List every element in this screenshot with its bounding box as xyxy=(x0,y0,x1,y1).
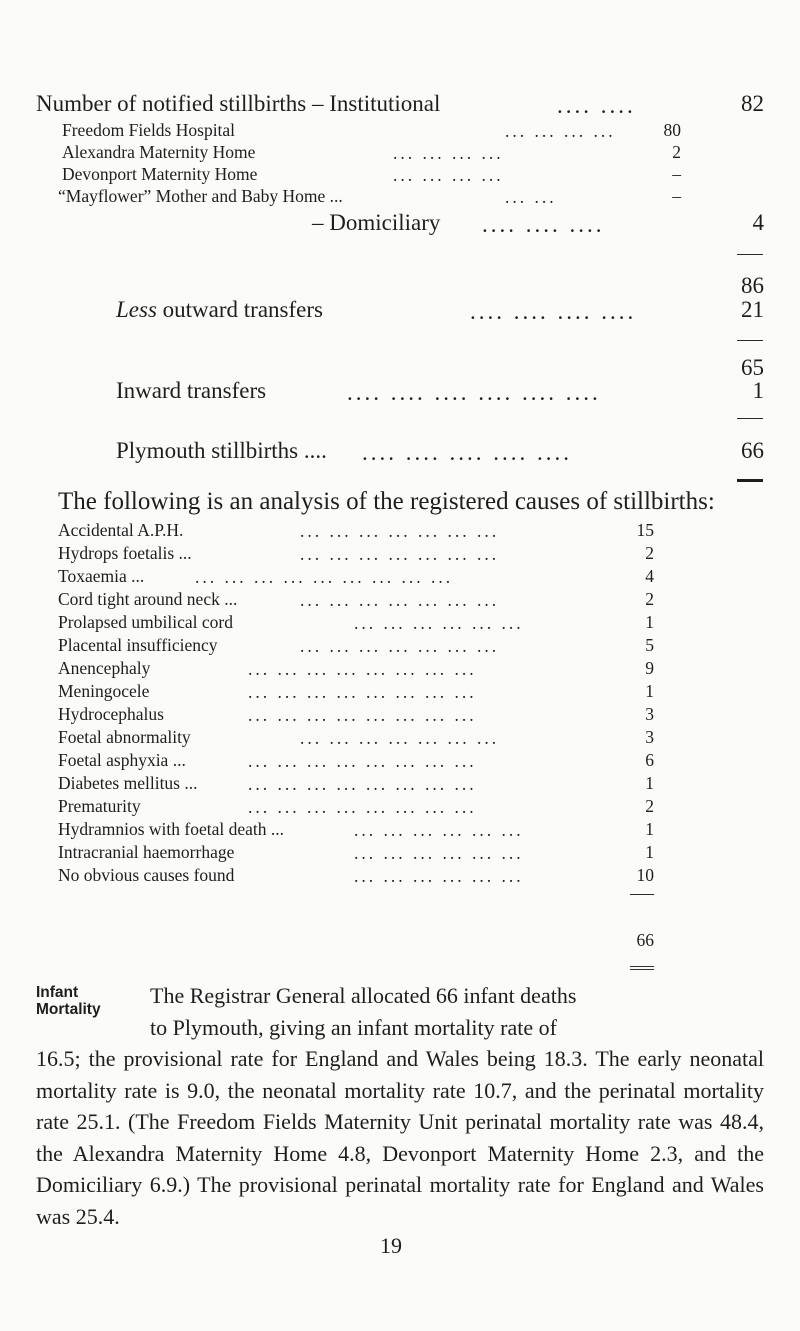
leader-dots: ... ... ... ... ... ... xyxy=(354,866,524,886)
cause-name: Placental insufficiency xyxy=(58,635,218,655)
sum-rule xyxy=(737,254,763,255)
leader-dots: ... ... ... ... ... ... ... ... xyxy=(248,751,477,771)
subtotal-value: 86 xyxy=(741,273,764,298)
cause-name: Hydrocephalus xyxy=(58,704,164,724)
total-rule xyxy=(737,479,763,482)
leader-dots: ... ... ... ... ... ... ... ... xyxy=(248,682,477,702)
stillbirths-heading: Number of notified stillbirths – Institutional xyxy=(36,91,441,116)
institution-value: 2 xyxy=(672,142,681,162)
cause-name: Anencephaly xyxy=(58,658,151,678)
leader-dots: ... ... ... ... ... ... ... xyxy=(300,521,500,541)
institution-value: 80 xyxy=(663,120,681,140)
cause-name: Prolapsed umbilical cord xyxy=(58,612,233,632)
leader-dots: ... ... ... ... ... ... ... xyxy=(300,728,500,748)
leader-dots: ... ... xyxy=(505,187,557,207)
institutional-total: 82 xyxy=(741,91,764,116)
leader-dots: ... ... ... ... ... ... ... ... ... xyxy=(195,567,454,587)
causes-total: 66 xyxy=(636,930,654,950)
institution-name: Devonport Maternity Home xyxy=(62,164,258,184)
leader-dots: .... .... .... .... .... xyxy=(362,440,572,465)
cause-name: Foetal asphyxia ... xyxy=(58,750,186,770)
cause-name: Prematurity xyxy=(58,796,141,816)
institution-value: – xyxy=(672,164,681,184)
cause-name: Hydrops foetalis ... xyxy=(58,543,192,563)
leader-dots: ... ... ... ... ... ... ... xyxy=(300,590,500,610)
cause-value: 10 xyxy=(636,865,654,885)
institution-name: “Mayflower” Mother and Baby Home ... xyxy=(58,186,343,206)
inward-label: Inward transfers xyxy=(116,378,267,403)
leader-dots: ... ... ... ... ... ... ... ... xyxy=(248,774,477,794)
cause-name: Meningocele xyxy=(58,681,150,701)
leader-dots: ... ... ... ... ... ... xyxy=(354,613,524,633)
cause-value: 1 xyxy=(645,773,654,793)
cause-value: 15 xyxy=(636,520,654,540)
cause-name: No obvious causes found xyxy=(58,865,235,885)
sum-rule xyxy=(630,894,654,895)
cause-name: Diabetes mellitus ... xyxy=(58,773,198,793)
cause-value: 1 xyxy=(645,842,654,862)
cause-value: 9 xyxy=(645,658,654,678)
cause-name: Foetal abnormality xyxy=(58,727,191,747)
domiciliary-label: – Domiciliary xyxy=(312,210,441,235)
cause-name: Toxaemia ... xyxy=(58,566,145,586)
cause-name: Intracranial haemorrhage xyxy=(58,842,235,862)
paragraph-line: to Plymouth, giving an infant mortality rate of xyxy=(150,1014,557,1040)
less-label xyxy=(116,297,323,323)
leader-dots: ... ... ... ... ... ... ... xyxy=(300,544,500,564)
sum-rule xyxy=(737,418,763,419)
leader-dots: ... ... ... ... ... ... ... xyxy=(300,636,500,656)
leader-dots: ... ... ... ... ... ... xyxy=(354,820,524,840)
plymouth-label: Plymouth stillbirths .... xyxy=(116,438,327,463)
cause-value: 2 xyxy=(645,589,654,609)
leader-dots: ... ... ... ... xyxy=(505,121,616,141)
leader-dots: ... ... ... ... ... ... ... ... xyxy=(248,659,477,679)
sum-rule xyxy=(737,340,763,341)
leader-dots: ... ... ... ... ... ... xyxy=(354,843,524,863)
leader-dots: .... .... .... xyxy=(482,212,605,237)
cause-value: 2 xyxy=(645,543,654,563)
cause-value: 3 xyxy=(645,727,654,747)
institution-value: – xyxy=(672,186,681,206)
paragraph-text: 16.5; the provisional rate for England and Wales being 18.3. The early neonatal mortality rate is 9.0, the neonatal mortality rate 10.7, and the perinatal mortality rate 25.1. (The Freedom Fields Maternity Unit perinatal mortality rate was 48.4, the Alexandra Maternity Home 4.8, Devonport Maternity Home 2.3, and the Domiciliary 6.9.) The provisional perinatal mortality rate for England and Wales was 25.4. xyxy=(36,1046,764,1229)
mortality-paragraph xyxy=(36,1043,764,1232)
side-heading xyxy=(36,984,101,1018)
cause-value: 4 xyxy=(645,566,654,586)
mortality-lead xyxy=(150,980,764,1043)
paragraph-line: The Registrar General allocated 66 infant deaths xyxy=(150,983,577,1008)
inward-value: 1 xyxy=(752,378,764,403)
cause-value: 5 xyxy=(645,635,654,655)
cause-value: 1 xyxy=(645,612,654,632)
cause-value: 1 xyxy=(645,681,654,701)
less-value: 21 xyxy=(741,297,764,322)
less-rest: outward transfers xyxy=(156,297,323,322)
less-word: Less xyxy=(116,297,157,322)
cause-value: 3 xyxy=(645,704,654,724)
leader-dots: .... .... .... .... .... .... xyxy=(347,380,601,405)
side-heading-line: Infant xyxy=(36,984,79,1001)
double-rule xyxy=(630,966,654,970)
cause-value: 1 xyxy=(645,819,654,839)
cause-value: 2 xyxy=(645,796,654,816)
cause-name: Accidental A.P.H. xyxy=(58,520,184,540)
plymouth-value: 66 xyxy=(741,438,764,463)
leader-dots: ... ... ... ... ... ... ... ... xyxy=(248,705,477,725)
institution-name: Alexandra Maternity Home xyxy=(62,142,256,162)
domiciliary-value: 4 xyxy=(752,210,764,235)
institution-name: Freedom Fields Hospital xyxy=(62,120,236,140)
cause-value: 6 xyxy=(645,750,654,770)
leader-dots: ... ... ... ... ... ... ... ... xyxy=(248,797,477,817)
cause-name: Hydramnios with foetal death ... xyxy=(58,819,284,839)
leader-dots: ... ... ... ... xyxy=(393,165,504,185)
causes-heading: The following is an analysis of the registered causes of stillbirths: xyxy=(58,488,715,515)
side-heading-line: Mortality xyxy=(36,1001,101,1018)
leader-dots: .... .... xyxy=(557,93,636,118)
cause-name: Cord tight around neck ... xyxy=(58,589,238,609)
leader-dots: ... ... ... ... xyxy=(393,143,504,163)
subtotal-value: 65 xyxy=(741,355,764,380)
leader-dots: .... .... .... .... xyxy=(470,299,637,324)
page-number: 19 xyxy=(380,1233,402,1258)
